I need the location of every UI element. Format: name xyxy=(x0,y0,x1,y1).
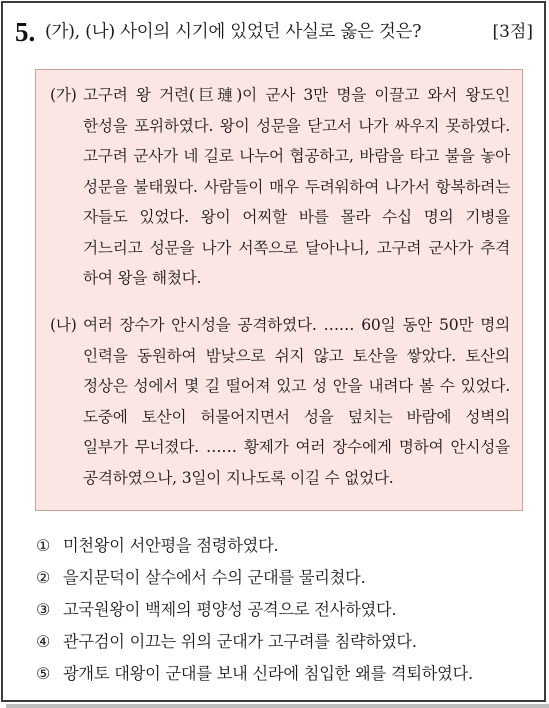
source-passage-box xyxy=(35,69,523,511)
question-number: 5. xyxy=(15,17,36,47)
choice-number: ① xyxy=(36,536,51,555)
passage-line: 도중에 토산이 허물어지면서 성을 덮치는 바람에 성벽의 xyxy=(83,407,510,426)
passage-line xyxy=(50,310,510,341)
passage-line: 고구려 군사가 네 길로 나누어 협공하고, 바람을 타고 불을 놓아 xyxy=(83,147,510,165)
choice-number: ③ xyxy=(36,600,51,619)
choice-number: ④ xyxy=(36,632,51,651)
choice-text: 광개토 대왕이 군대를 보내 신라에 침입한 왜를 격퇴하였다. xyxy=(62,664,474,683)
passage-line xyxy=(50,80,510,111)
passage-line-text: 여러 장수가 안시성을 공격하였다. …… 60일 동안 50만 명의 xyxy=(83,316,510,334)
passage-line: 한성을 포위하였다. 왕이 성문을 닫고서 나가 싸우지 못하였다. xyxy=(83,116,510,135)
choice-text: 고국원왕이 백제의 평양성 공격으로 전사하였다. xyxy=(62,600,397,619)
choice-text: 을지문덕이 살수에서 수의 군대를 물리쳤다. xyxy=(62,568,366,587)
question-frame xyxy=(1,1,546,702)
passage-line-text: 고구려 왕 거련(巨璉)이 군사 3만 명을 이끌고 와서 왕도인 xyxy=(83,86,510,104)
choice-number: ② xyxy=(36,568,51,587)
passage-line: 인력을 동원하여 밤낮으로 쉬지 않고 토산을 쌓았다. 토산의 xyxy=(83,346,510,365)
choice-5[interactable] xyxy=(36,658,526,690)
answer-choices xyxy=(36,530,526,690)
choice-number: ⑤ xyxy=(36,664,51,683)
passage-line: 공격하였으나, 3일이 지나도록 이길 수 없었다. xyxy=(83,468,394,487)
passage-line: 성문을 불태웠다. 사람들이 매우 두려워하여 나가서 항복하려는 xyxy=(83,177,510,196)
passage-marker-ga: (가) xyxy=(50,86,77,104)
choice-text: 미천왕이 서안평을 점령하였다. xyxy=(62,536,279,555)
choice-1[interactable] xyxy=(36,530,526,562)
passage-line: 하여 왕을 해쳤다. xyxy=(83,269,202,287)
passage-ga xyxy=(50,80,510,294)
question-header xyxy=(15,15,535,49)
choice-2[interactable] xyxy=(36,562,526,594)
choice-3[interactable] xyxy=(36,594,526,626)
passage-line: 정상은 성에서 몇 길 떨어져 있고 성 안을 내려다 볼 수 있었다. xyxy=(83,377,510,395)
passage-line: 일부가 무너졌다. …… 황제가 여러 장수에게 명하여 안시성을 xyxy=(83,438,510,456)
choice-text: 관구검이 이끄는 위의 군대가 고구려를 침략하였다. xyxy=(62,632,417,651)
question-points: [3점] xyxy=(492,22,533,42)
passage-marker-na: (나) xyxy=(50,316,77,334)
passage-line: 거느리고 성문을 나가 서쪽으로 달아나니, 고구려 군사가 추격 xyxy=(83,238,510,257)
choice-4[interactable] xyxy=(36,626,526,658)
passage-na xyxy=(50,310,510,493)
question-stem: (가), (나) 사이의 시기에 있었던 사실로 옳은 것은? xyxy=(45,22,422,42)
passage-line: 자들도 있었다. 왕이 어찌할 바를 몰라 수십 명의 기병을 xyxy=(83,208,510,226)
